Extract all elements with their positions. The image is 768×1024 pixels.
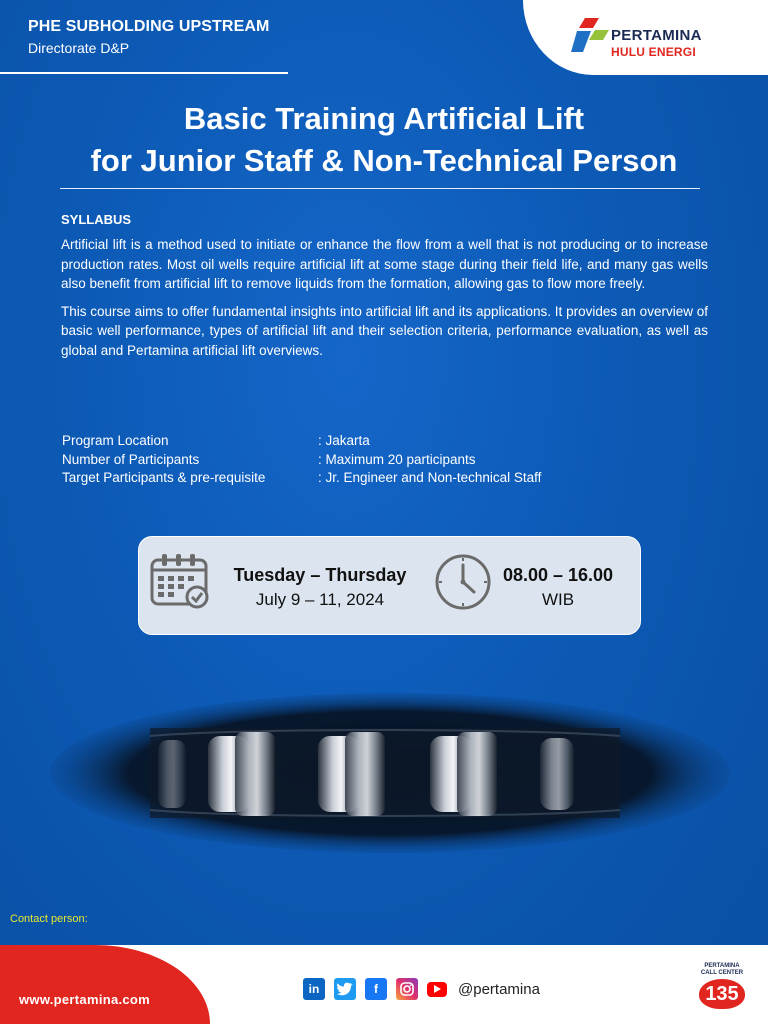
callcenter-number: 135 bbox=[699, 979, 745, 1009]
instagram-icon[interactable] bbox=[396, 978, 418, 1000]
header-org bbox=[28, 18, 269, 56]
info-value: : Maximum 20 participants bbox=[318, 451, 476, 467]
schedule-hours bbox=[499, 565, 617, 610]
title-line-1: Basic Training Artificial Lift bbox=[183, 101, 585, 136]
header-divider bbox=[0, 72, 288, 74]
contact-person-label: Contact person: bbox=[10, 913, 88, 925]
call-center-badge bbox=[696, 963, 748, 1009]
org-name: PHE SUBHOLDING UPSTREAM bbox=[28, 18, 270, 35]
days-dates: July 9 – 11, 2024 bbox=[255, 590, 385, 609]
directorate: Directorate D&P bbox=[28, 40, 130, 56]
footer bbox=[0, 945, 768, 1024]
callcenter-label: PERTAMINA bbox=[704, 963, 740, 969]
website-link[interactable]: www.pertamina.com bbox=[19, 992, 151, 1007]
program-info bbox=[62, 432, 541, 488]
footer-red-shape bbox=[0, 945, 210, 1024]
title-line-2: for Junior Staff & Non-Technical Person bbox=[90, 143, 678, 178]
hours-title: 08.00 – 16.00 bbox=[502, 565, 614, 585]
info-row bbox=[62, 451, 541, 470]
clock-icon bbox=[433, 553, 493, 611]
logo-panel bbox=[523, 0, 768, 75]
brand-sub: HULU ENERGI bbox=[611, 45, 696, 59]
syllabus-section bbox=[61, 212, 708, 368]
social-handle: @pertamina bbox=[458, 980, 540, 998]
page-title bbox=[0, 98, 768, 182]
syllabus-heading: SYLLABUS bbox=[61, 212, 132, 227]
info-row bbox=[62, 432, 541, 451]
info-key: Target Participants & pre-requisite bbox=[62, 470, 266, 485]
linkedin-icon[interactable]: in bbox=[303, 978, 325, 1000]
title-divider bbox=[60, 188, 700, 189]
twitter-icon[interactable] bbox=[334, 978, 356, 1000]
social-bar bbox=[303, 978, 540, 1000]
logo-text bbox=[611, 27, 702, 59]
schedule-days bbox=[229, 565, 411, 610]
hours-timezone: WIB bbox=[541, 590, 575, 609]
schedule-box bbox=[138, 536, 641, 635]
pertamina-logo-icon bbox=[571, 18, 609, 52]
info-value: : Jakarta bbox=[318, 433, 370, 448]
info-key: Number of Participants bbox=[62, 451, 200, 467]
facebook-icon[interactable]: f bbox=[365, 978, 387, 1000]
pump-impeller-image bbox=[40, 688, 740, 858]
callcenter-label-sub: CALL CENTER bbox=[700, 970, 744, 976]
info-value: : Jr. Engineer and Non-technical Staff bbox=[318, 470, 542, 485]
brand-name: PERTAMINA bbox=[611, 27, 702, 44]
youtube-icon[interactable] bbox=[427, 982, 447, 997]
calendar-check-icon bbox=[149, 553, 213, 609]
info-key: Program Location bbox=[62, 433, 169, 448]
syllabus-paragraph-2: This course aims to offer fundamental insights into artificial lift and its applications. It provides an overview of basic well performance, types of artificial lift and their selection criteria, performance evaluation, as well as global and Pertamina artificial lift overviews. bbox=[61, 303, 708, 358]
days-title: Tuesday – Thursday bbox=[233, 565, 407, 585]
syllabus-paragraph-1: Artificial lift is a method used to initiate or enhance the flow from a well that is not producing or to increase production rates. Most oil wells require artificial lift at some stage during their field life, and many gas wells also benefit from artificial lift to remove liquids from the formation, allowing gas to flow more freely. bbox=[61, 237, 708, 291]
info-row bbox=[62, 469, 541, 488]
